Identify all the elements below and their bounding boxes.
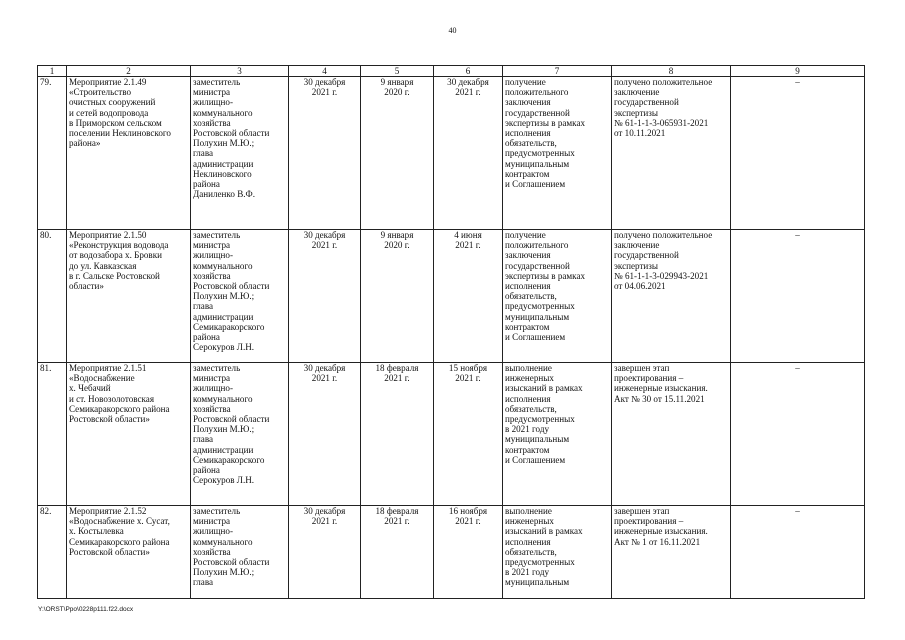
responsible-cell: заместитель министра жилищно- коммунального хозяйства Ростовской области Полухин М.Ю.; глава администрации Неклиновского района Даниленко В.Ф. <box>191 77 289 230</box>
header-cell-7: 7 <box>503 66 612 77</box>
actual-date-cell: 16 ноября 2021 г. <box>434 506 503 599</box>
header-cell-9: 9 <box>731 66 865 77</box>
row-number: 80. <box>38 230 67 363</box>
header-cell-5: 5 <box>361 66 434 77</box>
planned-date-cell: 30 декабря 2021 г. <box>289 506 361 599</box>
result-planned-cell: получение положительного заключения государственной экспертизы в рамках исполнения обязательств, предусмотренных муниципальным контрактом и Соглашением <box>503 230 612 363</box>
page-number: 40 <box>448 26 457 35</box>
table-row <box>38 506 865 599</box>
result-planned-cell: выполнение инженерных изысканий в рамках исполнения обязательств, предусмотренных в 2021 году муниципальным контрактом и Соглашением <box>503 363 612 506</box>
reason-cell: – <box>731 230 865 363</box>
planned-date-cell: 30 декабря 2021 г. <box>289 363 361 506</box>
reason-cell: – <box>731 363 865 506</box>
header-row <box>38 66 865 77</box>
activities-table <box>37 65 865 599</box>
actual-date-cell: 30 декабря 2021 г. <box>434 77 503 230</box>
header-cell-2: 2 <box>67 66 191 77</box>
result-planned-cell: выполнение инженерных изысканий в рамках исполнения обязательств, предусмотренных в 2021 году муниципальным <box>503 506 612 599</box>
start-date-cell: 18 февраля 2021 г. <box>361 363 434 506</box>
header-cell-6: 6 <box>434 66 503 77</box>
header-cell-4: 4 <box>289 66 361 77</box>
start-date-cell: 9 января 2020 г. <box>361 77 434 230</box>
table-row <box>38 77 865 230</box>
row-number: 79. <box>38 77 67 230</box>
activity-cell: Мероприятие 2.1.49 «Строительство очистных сооружений и сетей водопровода в Приморском сельском поселении Неклиновского района» <box>67 77 191 230</box>
activity-cell: Мероприятие 2.1.51 «Водоснабжение х. Чебачий и ст. Новозолотовская Семикаракорского района Ростовской области» <box>67 363 191 506</box>
actual-date-cell: 4 июня 2021 г. <box>434 230 503 363</box>
start-date-cell: 9 января 2020 г. <box>361 230 434 363</box>
table-row <box>38 363 865 506</box>
reason-cell: – <box>731 77 865 230</box>
result-actual-cell: получено положительное заключение государственной экспертизы № 61-1-1-3-065931-2021 от 10.11.2021 <box>612 77 731 230</box>
header-cell-8: 8 <box>612 66 731 77</box>
planned-date-cell: 30 декабря 2021 г. <box>289 230 361 363</box>
header-cell-3: 3 <box>191 66 289 77</box>
reason-cell: – <box>731 506 865 599</box>
responsible-cell: заместитель министра жилищно- коммунального хозяйства Ростовской области Полухин М.Ю.; глава администрации Семикаракорского района Серокуров Л.Н. <box>191 230 289 363</box>
result-actual-cell: получено положительное заключение государственной экспертизы № 61-1-1-3-029943-2021 от 04.06.2021 <box>612 230 731 363</box>
activity-cell: Мероприятие 2.1.52 «Водоснабжение х. Сусат, х. Костылевка Семикаракорского района Ростовской области» <box>67 506 191 599</box>
responsible-cell: заместитель министра жилищно- коммунального хозяйства Ростовской области Полухин М.Ю.; глава <box>191 506 289 599</box>
start-date-cell: 18 февраля 2021 г. <box>361 506 434 599</box>
header-cell-1: 1 <box>38 66 67 77</box>
file-path-footer: Y:\ORST\Ppo\0228p111.f22.docx <box>38 606 134 613</box>
result-actual-cell: завершен этап проектирования – инженерные изыскания. Акт № 1 от 16.11.2021 <box>612 506 731 599</box>
activity-cell: Мероприятие 2.1.50 «Реконструкция водовода от водозабора х. Бровки до ул. Кавказская в г. Сальске Ростовской области» <box>67 230 191 363</box>
planned-date-cell: 30 декабря 2021 г. <box>289 77 361 230</box>
actual-date-cell: 15 ноября 2021 г. <box>434 363 503 506</box>
row-number: 82. <box>38 506 67 599</box>
table-row <box>38 230 865 363</box>
result-actual-cell: завершен этап проектирования – инженерные изыскания. Акт № 30 от 15.11.2021 <box>612 363 731 506</box>
result-planned-cell: получение положительного заключения государственной экспертизы в рамках исполнения обязательств, предусмотренных муниципальным контрактом и Соглашением <box>503 77 612 230</box>
row-number: 81. <box>38 363 67 506</box>
responsible-cell: заместитель министра жилищно- коммунального хозяйства Ростовской области Полухин М.Ю.; глава администрации Семикаракорского района Серокуров Л.Н. <box>191 363 289 506</box>
